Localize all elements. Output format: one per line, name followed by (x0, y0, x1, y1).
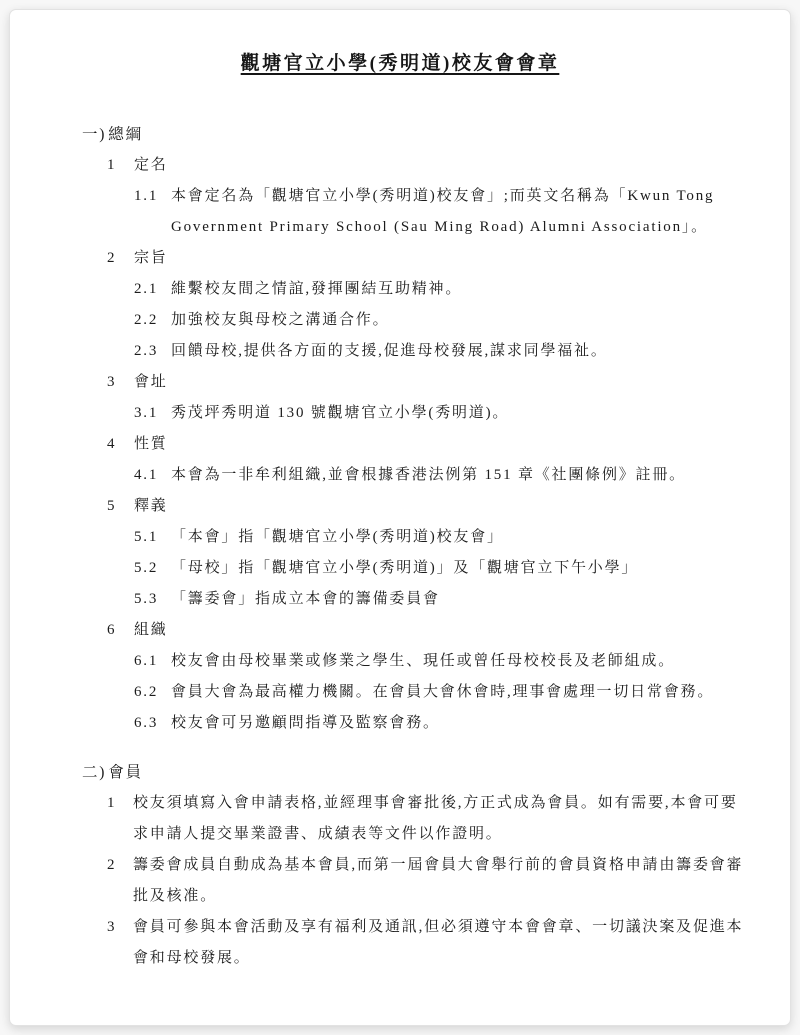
clause-number: 1 (107, 157, 117, 173)
clause-heading-row (82, 615, 752, 646)
subclause-number: 3.1 (134, 405, 159, 421)
subclause-number: 6.2 (134, 684, 159, 700)
subclause-number: 5.2 (134, 560, 159, 576)
clause-row (82, 788, 752, 850)
subclause-number: 5.1 (134, 529, 159, 545)
section-title: 總綱 (108, 126, 143, 143)
subclause-row (82, 708, 752, 739)
subclause-text: 「母校」指「觀塘官立小學(秀明道)」及「觀塘官立下午小學」 (171, 560, 639, 576)
subclause-row (82, 274, 752, 305)
subclause-text: 加強校友與母校之溝通合作。 (171, 312, 390, 328)
subclause-row (82, 181, 752, 243)
clause-heading: 定名 (134, 157, 168, 173)
subclause-row (82, 584, 752, 615)
subclause-row (82, 336, 752, 367)
section-heading-row (82, 119, 752, 150)
clause-number: 4 (107, 436, 117, 452)
section-label: 二) (82, 764, 107, 781)
document-page (9, 9, 791, 1026)
clause-number: 3 (107, 374, 117, 390)
clause-row (82, 912, 752, 974)
clause-row (82, 850, 752, 912)
subclause-row (82, 460, 752, 491)
subclause-number: 4.1 (134, 467, 159, 483)
subclause-row (82, 398, 752, 429)
clause-text: 校友須填寫入會申請表格,並經理事會審批後,方正式成為會員。如有需要,本會可要求申請人提交畢業證書、成績表等文件以作證明。 (133, 795, 738, 842)
clause-number: 2 (107, 857, 117, 873)
subclause-text: 回饋母校,提供各方面的支援,促進母校發展,謀求同學福祉。 (171, 343, 608, 359)
subclause-text: 會員大會為最高權力機關。在會員大會休會時,理事會處理一切日常會務。 (171, 684, 715, 700)
document-title: 觀塘官立小學(秀明道)校友會會章 (240, 53, 560, 74)
subclause-row (82, 646, 752, 677)
subclause-text: 本會為一非牟利組織,並會根據香港法例第 151 章《社團條例》註冊。 (171, 467, 686, 483)
subclause-text: 校友會由母校畢業或修業之學生、現任或曾任母校校長及老師組成。 (171, 653, 676, 669)
section-title: 會員 (108, 764, 143, 781)
clause-heading: 釋義 (134, 498, 168, 514)
clause-heading: 會址 (134, 374, 168, 390)
subclause-text: 秀茂坪秀明道 130 號觀塘官立小學(秀明道)。 (171, 405, 510, 421)
section-label: 一) (82, 126, 107, 143)
clause-heading: 組織 (134, 622, 168, 638)
subclause-text: 「本會」指「觀塘官立小學(秀明道)校友會」 (171, 529, 504, 545)
clause-number: 5 (107, 498, 117, 514)
clause-number: 2 (107, 250, 117, 266)
subclause-text: 本會定名為「觀塘官立小學(秀明道)校友會」;而英文名稱為「Kwun Tong Government Primary School (Sau Ming Road) Alumni Association」。 (171, 188, 715, 235)
subclause-row (82, 677, 752, 708)
clause-heading-row (82, 491, 752, 522)
clause-number: 3 (107, 919, 117, 935)
clause-heading-row (82, 429, 752, 460)
clause-heading: 宗旨 (134, 250, 168, 266)
clause-heading: 性質 (134, 436, 168, 452)
clause-text: 會員可參與本會活動及享有福利及通訊,但必須遵守本會會章、一切議決案及促進本會和母校發展。 (133, 919, 744, 966)
subclause-text: 校友會可另邀顧問指導及監察會務。 (171, 715, 440, 731)
clause-number: 1 (107, 795, 117, 811)
subclause-text: 維繫校友間之情誼,發揮團結互助精神。 (171, 281, 463, 297)
subclause-row (82, 522, 752, 553)
subclause-number: 5.3 (134, 591, 159, 607)
section-heading-row (82, 757, 752, 788)
clause-text: 籌委會成員自動成為基本會員,而第一屆會員大會舉行前的會員資格申請由籌委會審批及核准。 (133, 857, 744, 904)
document-body (82, 119, 752, 974)
subclause-text: 「籌委會」指成立本會的籌備委員會 (171, 591, 440, 607)
subclause-row (82, 553, 752, 584)
subclause-number: 6.1 (134, 653, 159, 669)
subclause-number: 1.1 (134, 188, 159, 204)
subclause-number: 2.2 (134, 312, 159, 328)
subclause-number: 6.3 (134, 715, 159, 731)
clause-heading-row (82, 150, 752, 181)
subclause-row (82, 305, 752, 336)
clause-heading-row (82, 243, 752, 274)
subclause-number: 2.3 (134, 343, 159, 359)
clause-heading-row (82, 367, 752, 398)
clause-number: 6 (107, 622, 117, 638)
subclause-number: 2.1 (134, 281, 159, 297)
